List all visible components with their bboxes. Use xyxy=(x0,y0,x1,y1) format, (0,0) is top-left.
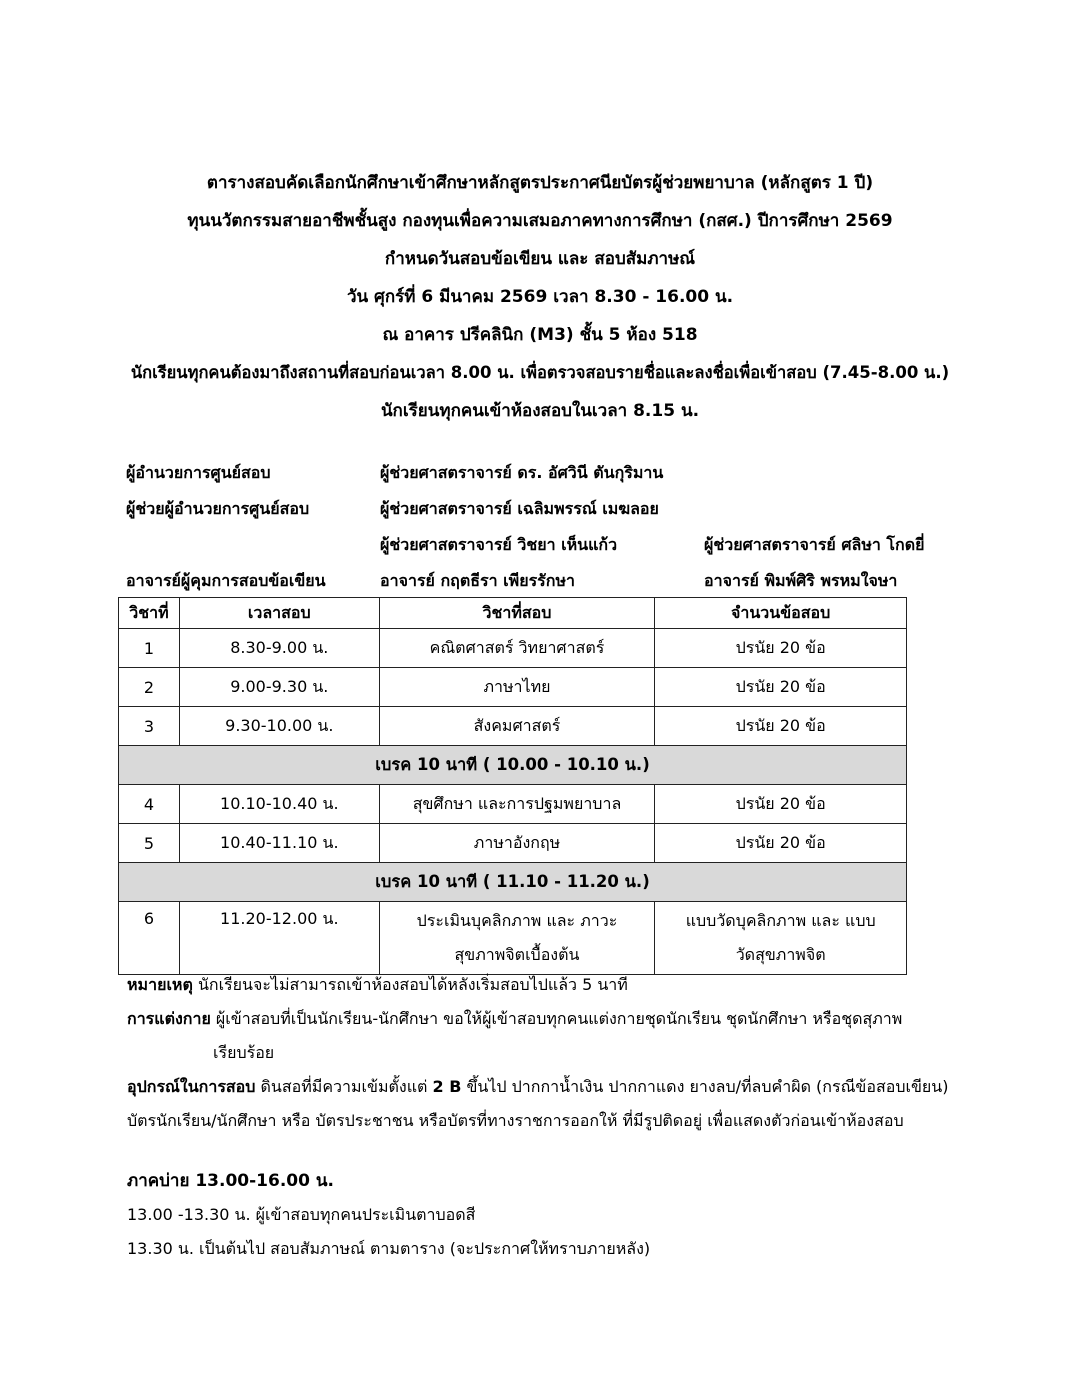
proctor-name-4: อาจารย์ พิมพ์ศิริ พรหมใจษา xyxy=(704,571,898,590)
cell-time-text: 11.20-12.00 น. xyxy=(220,909,339,928)
header-entry-time: นักเรียนทุกคนเข้าห้องสอบในเวลา 8.15 น. xyxy=(380,401,700,421)
header-arrival-note: นักเรียนทุกคนต้องมาถึงสถานที่สอบก่อนเวลา 8.00 น. เพื่อตรวจสอบรายชื่อและลงชื่อเพื่อเข้าสอบ (7.45-8.00 น.) xyxy=(130,363,950,382)
cell-no: 1 xyxy=(119,629,180,668)
cell-subject: สุขศึกษา และการปฐมพยาบาล xyxy=(379,785,655,824)
document-header xyxy=(0,168,1080,434)
cell-no: 3 xyxy=(119,707,180,746)
remark-text: นักเรียนจะไม่สามารถเข้าห้องสอบได้หลังเริ่มสอบไปแล้ว 5 นาที xyxy=(192,975,628,994)
notes-section xyxy=(127,970,1027,1268)
cell-time xyxy=(179,902,379,975)
cell-time: 9.00-9.30 น. xyxy=(179,668,379,707)
header-question-count: จำนวนข้อสอบ xyxy=(655,598,907,629)
header-subject: วิชาที่สอบ xyxy=(379,598,655,629)
cell-no: 2 xyxy=(119,668,180,707)
cell-time: 10.10-10.40 น. xyxy=(179,785,379,824)
table-row xyxy=(119,785,907,824)
header-title: ตารางสอบคัดเลือกนักศึกษาเข้าศึกษาหลักสูตรประกาศนียบัตรผู้ช่วยพยาบาล (หลักสูตร 1 ปี) xyxy=(206,173,874,193)
staff-list xyxy=(126,458,986,602)
dress-text: ผู้เข้าสอบที่เป็นนักเรียน-นักศึกษา ขอให้ผู้เข้าสอบทุกคนแต่งกายชุดนักเรียน ชุดนักศึกษา หรือชุดสุภาพ xyxy=(210,1009,903,1028)
equipment-text-a: ดินสอที่มีความเข้มตั้งแต่ xyxy=(255,1077,433,1096)
cell-no-text: 6 xyxy=(143,909,155,928)
table-row xyxy=(119,902,907,975)
proctor-name-1: ผู้ช่วยศาสตราจารย์ วิชยา เห็นแก้ว xyxy=(380,535,618,554)
cell-subject-line-1: ประเมินบุคลิกภาพ และ ภาวะ xyxy=(416,911,618,930)
table-row xyxy=(119,707,907,746)
cell-count xyxy=(655,902,907,975)
table-header-row xyxy=(119,598,907,629)
cell-count: ปรนัย 20 ข้อ xyxy=(655,668,907,707)
equipment-label: อุปกรณ์ในการสอบ xyxy=(127,1077,256,1096)
cell-subject: ภาษาอังกฤษ xyxy=(379,824,655,863)
dress-label: การแต่งกาย xyxy=(127,1009,211,1028)
header-funding: ทุนนวัตกรรมสายอาชีพชั้นสูง กองทุนเพื่อความเสมอภาคทางการศึกษา (กสศ.) ปีการศึกษา 2569 xyxy=(187,211,893,231)
equipment-line xyxy=(127,1072,1027,1106)
cell-subject: คณิตศาสตร์ วิทยาศาสตร์ xyxy=(379,629,655,668)
cell-time: 10.40-11.10 น. xyxy=(179,824,379,863)
exam-schedule-table xyxy=(118,597,907,975)
cell-no xyxy=(119,902,180,975)
header-date: วัน ศุกร์ที่ 6 มีนาคม 2569 เวลา 8.30 - 16.00 น. xyxy=(346,287,734,307)
cell-count-line-1: แบบวัดบุคลิกภาพ และ แบบ xyxy=(685,911,876,930)
header-subject-no: วิชาที่ xyxy=(119,598,180,629)
break-row xyxy=(119,863,907,902)
remark-line xyxy=(127,970,1027,1004)
equipment-text-b: ขึ้นไป ปากกาน้ำเงิน ปากกาแดง ยางลบ/ที่ลบคำผิด (กรณีข้อสอบเขียน) xyxy=(461,1077,949,1096)
cell-subject-line-2: สุขภาพจิตเบื้องต้น xyxy=(454,945,580,964)
director-name: ผู้ช่วยศาสตราจารย์ ดร. อัศวินี ตันกุริมาน xyxy=(380,463,664,482)
dress-line-2: เรียบร้อย xyxy=(213,1043,275,1062)
proctor-label: อาจารย์ผู้คุมการสอบข้อเขียน xyxy=(126,571,326,590)
proctor-name-3: อาจารย์ กฤตธีรา เพียรรักษา xyxy=(380,571,575,590)
afternoon-item-1: 13.00 -13.30 น. ผู้เข้าสอบทุกคนประเมินตาบอดสี xyxy=(127,1205,476,1224)
afternoon-title: ภาคบ่าย 13.00-16.00 น. xyxy=(127,1171,334,1191)
director-label: ผู้อำนวยการศูนย์สอบ xyxy=(126,463,271,482)
cell-count-line-2: วัดสุขภาพจิต xyxy=(735,945,826,964)
header-schedule-title: กำหนดวันสอบข้อเขียน และ สอบสัมภาษณ์ xyxy=(384,249,696,269)
equipment-line-2: บัตรนักเรียน/นักศึกษา หรือ บัตรประชาชน หรือบัตรที่ทางราชการออกให้ ที่มีรูปติดอยู่ เพื่อแสดงตัวก่อนเข้าห้องสอบ xyxy=(127,1111,904,1130)
cell-count: ปรนัย 20 ข้อ xyxy=(655,707,907,746)
cell-subject: สังคมศาสตร์ xyxy=(379,707,655,746)
staff-row-assistant xyxy=(126,494,986,530)
cell-no: 5 xyxy=(119,824,180,863)
table-row xyxy=(119,668,907,707)
cell-subject xyxy=(379,902,655,975)
afternoon-item-2: 13.30 น. เป็นต้นไป สอบสัมภาษณ์ ตามตาราง (จะประกาศให้ทราบภายหลัง) xyxy=(127,1239,651,1258)
proctor-name-2: ผู้ช่วยศาสตราจารย์ ศลิษา โกดยี่ xyxy=(704,535,925,554)
header-exam-time: เวลาสอบ xyxy=(179,598,379,629)
table-row xyxy=(119,629,907,668)
header-location: ณ อาคาร ปรีคลินิก (M3) ชั้น 5 ห้อง 518 xyxy=(382,325,698,345)
cell-time: 8.30-9.00 น. xyxy=(179,629,379,668)
cell-no: 4 xyxy=(119,785,180,824)
staff-row-director xyxy=(126,458,986,494)
cell-subject: ภาษาไทย xyxy=(379,668,655,707)
break-label-1: เบรค 10 นาที ( 10.00 - 10.10 น.) xyxy=(119,746,907,785)
spacer xyxy=(127,1140,1027,1166)
remark-label: หมายเหตุ xyxy=(127,975,193,994)
cell-count: ปรนัย 20 ข้อ xyxy=(655,785,907,824)
cell-count: ปรนัย 20 ข้อ xyxy=(655,824,907,863)
pencil-grade: 2 B xyxy=(432,1077,462,1096)
break-row xyxy=(119,746,907,785)
dress-line xyxy=(127,1004,1027,1038)
cell-time: 9.30-10.00 น. xyxy=(179,707,379,746)
break-label-2: เบรค 10 นาที ( 11.10 - 11.20 น.) xyxy=(119,863,907,902)
table-row xyxy=(119,824,907,863)
staff-row-proctors-1 xyxy=(126,530,986,566)
assistant-label: ผู้ช่วยผู้อำนวยการศูนย์สอบ xyxy=(126,499,310,518)
assistant-name: ผู้ช่วยศาสตราจารย์ เฉลิมพรรณ์ เมฆลอย xyxy=(380,499,659,518)
cell-count: ปรนัย 20 ข้อ xyxy=(655,629,907,668)
